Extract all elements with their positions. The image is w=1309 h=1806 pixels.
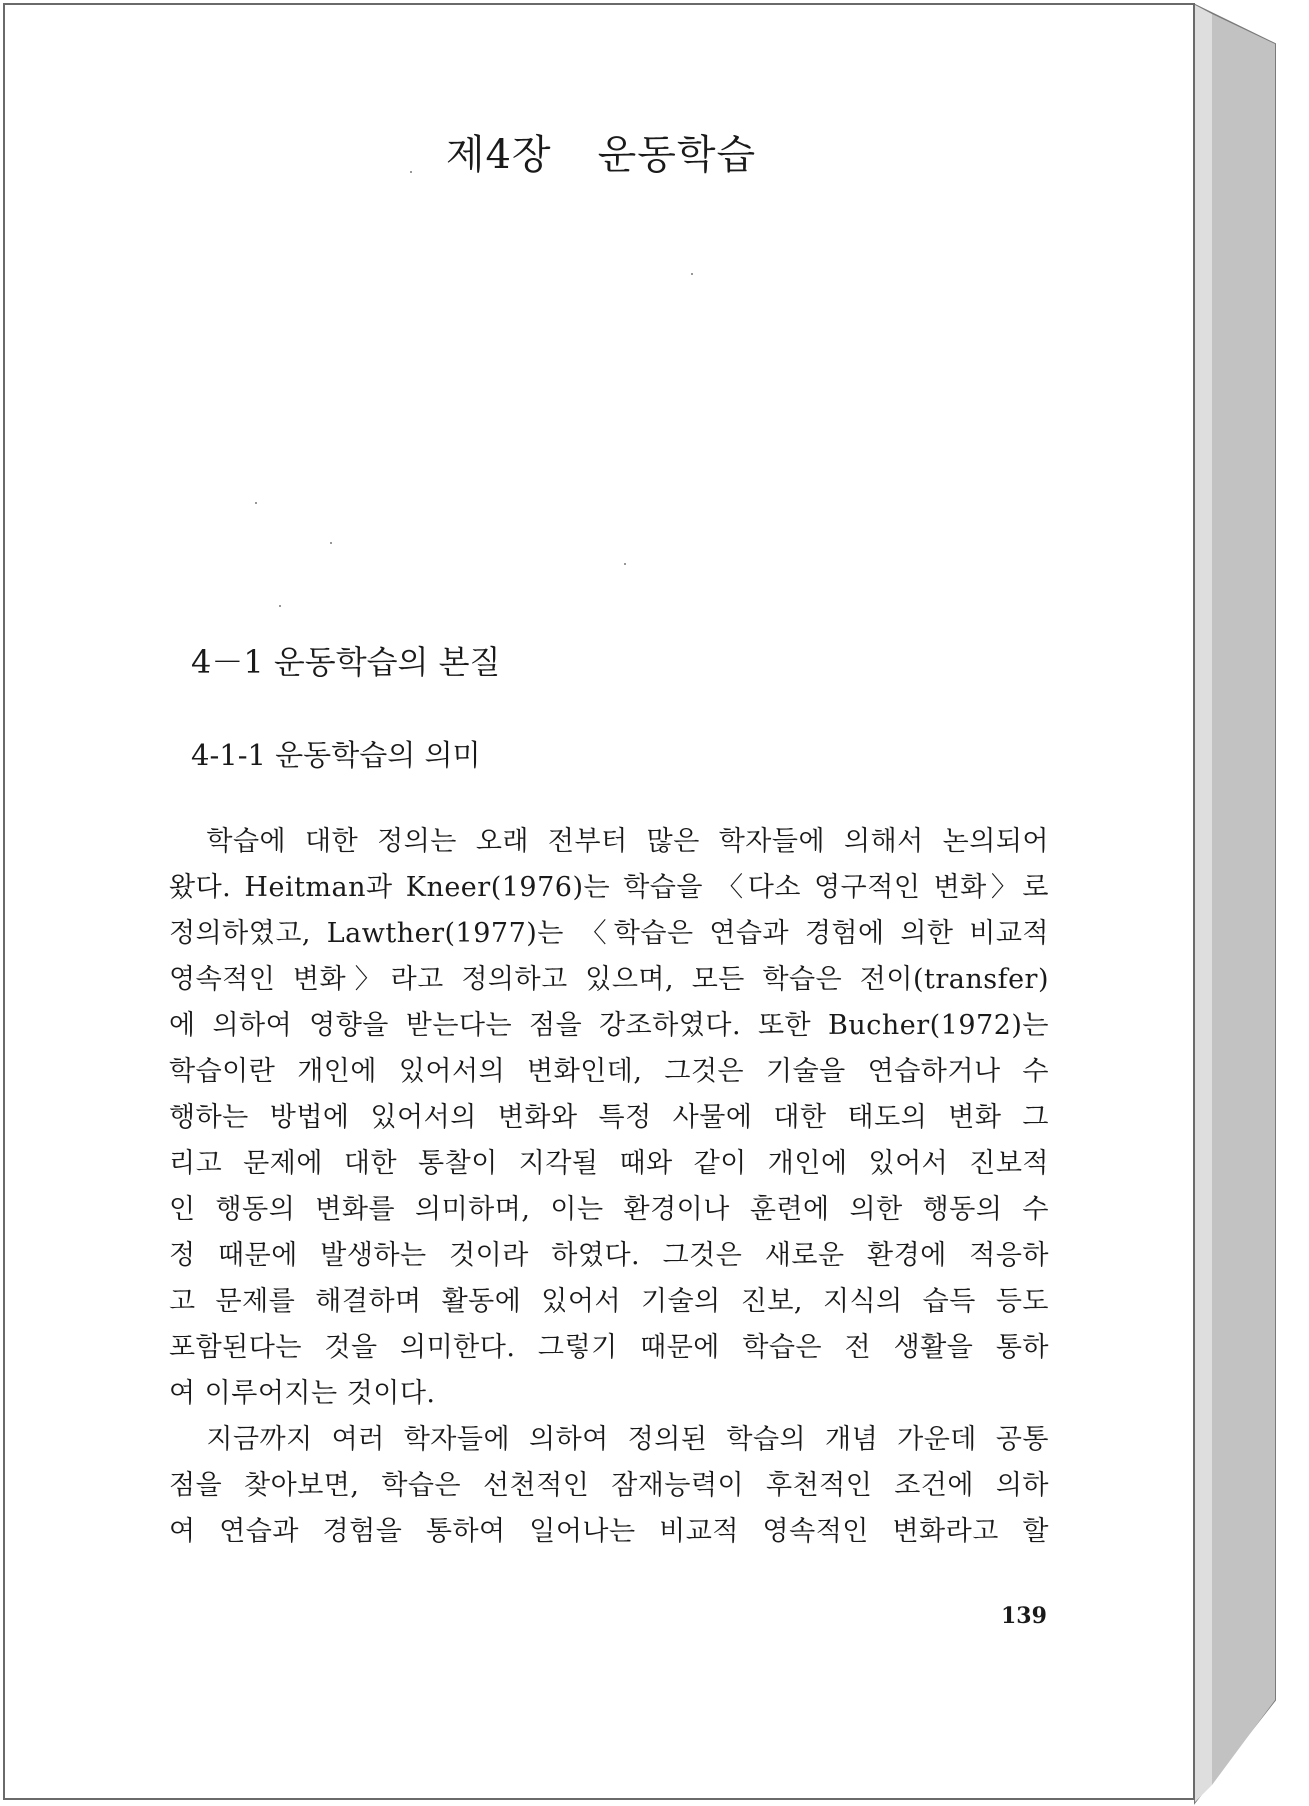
scan-speck: [279, 605, 281, 607]
body-text: [169, 819, 1049, 1555]
chapter-name: 운동학습: [597, 132, 757, 178]
text-line: 리고 문제에 대한 통찰이 지각될 때와 같이 개인에 있어서 진보적: [169, 1148, 1049, 1179]
scan-speck: [255, 502, 257, 504]
text-line: 점을 찾아보면, 학습은 선천적인 잠재능력이 후천적인 조건에 의하: [169, 1470, 1049, 1501]
text-line: 행하는 방법에 있어서의 변화와 특정 사물에 대한 태도의 변화 그: [169, 1102, 1049, 1133]
scan-speck: [410, 171, 412, 173]
scan-speck: [330, 542, 332, 544]
text-line: 여 연습과 경험을 통하여 일어나는 비교적 영속적인 변화라고 할: [169, 1516, 1049, 1547]
chapter-title: [5, 123, 1197, 180]
text-line: 학습이란 개인에 있어서의 변화인데, 그것은 기술을 연습하거나 수: [169, 1056, 1049, 1087]
text-line: 지금까지 여러 학자들에 의하여 정의된 학습의 개념 가운데 공통: [169, 1424, 1049, 1455]
chapter-number: 제4장: [445, 132, 552, 178]
text-line: 학습에 대한 정의는 오래 전부터 많은 학자들에 의해서 논의되어: [169, 826, 1049, 857]
text-line: 영속적인 변화〉라고 정의하고 있으며, 모든 학습은 전이(transfer): [169, 964, 1049, 995]
page-number: 139: [1001, 1603, 1047, 1629]
section-heading: 4－1 운동학습의 본질: [191, 643, 501, 681]
text-line: 고 문제를 해결하며 활동에 있어서 기술의 진보, 지식의 습득 등도: [169, 1286, 1049, 1317]
text-line: 왔다. Heitman과 Kneer(1976)는 학습을 〈다소 영구적인 변화〉로: [169, 872, 1049, 903]
scan-speck: [624, 563, 626, 565]
text-line: 인 행동의 변화를 의미하며, 이는 환경이나 훈련에 의한 행동의 수: [169, 1194, 1049, 1225]
book-page: [3, 3, 1195, 1800]
text-line: 여 이루어지는 것이다.: [169, 1378, 436, 1409]
scan-speck: [691, 273, 693, 275]
text-line: 정의하였고, Lawther(1977)는 〈학습은 연습과 경험에 의한 비교적: [169, 918, 1049, 949]
text-line: 정 때문에 발생하는 것이라 하였다. 그것은 새로운 환경에 적응하: [169, 1240, 1049, 1271]
text-line: 에 의하여 영향을 받는다는 점을 강조하였다. 또한 Bucher(1972)는: [169, 1010, 1049, 1041]
subsection-heading: 4-1-1 운동학습의 의미: [191, 738, 481, 772]
text-line: 포함된다는 것을 의미한다. 그렇기 때문에 학습은 전 생활을 통하: [169, 1332, 1049, 1363]
